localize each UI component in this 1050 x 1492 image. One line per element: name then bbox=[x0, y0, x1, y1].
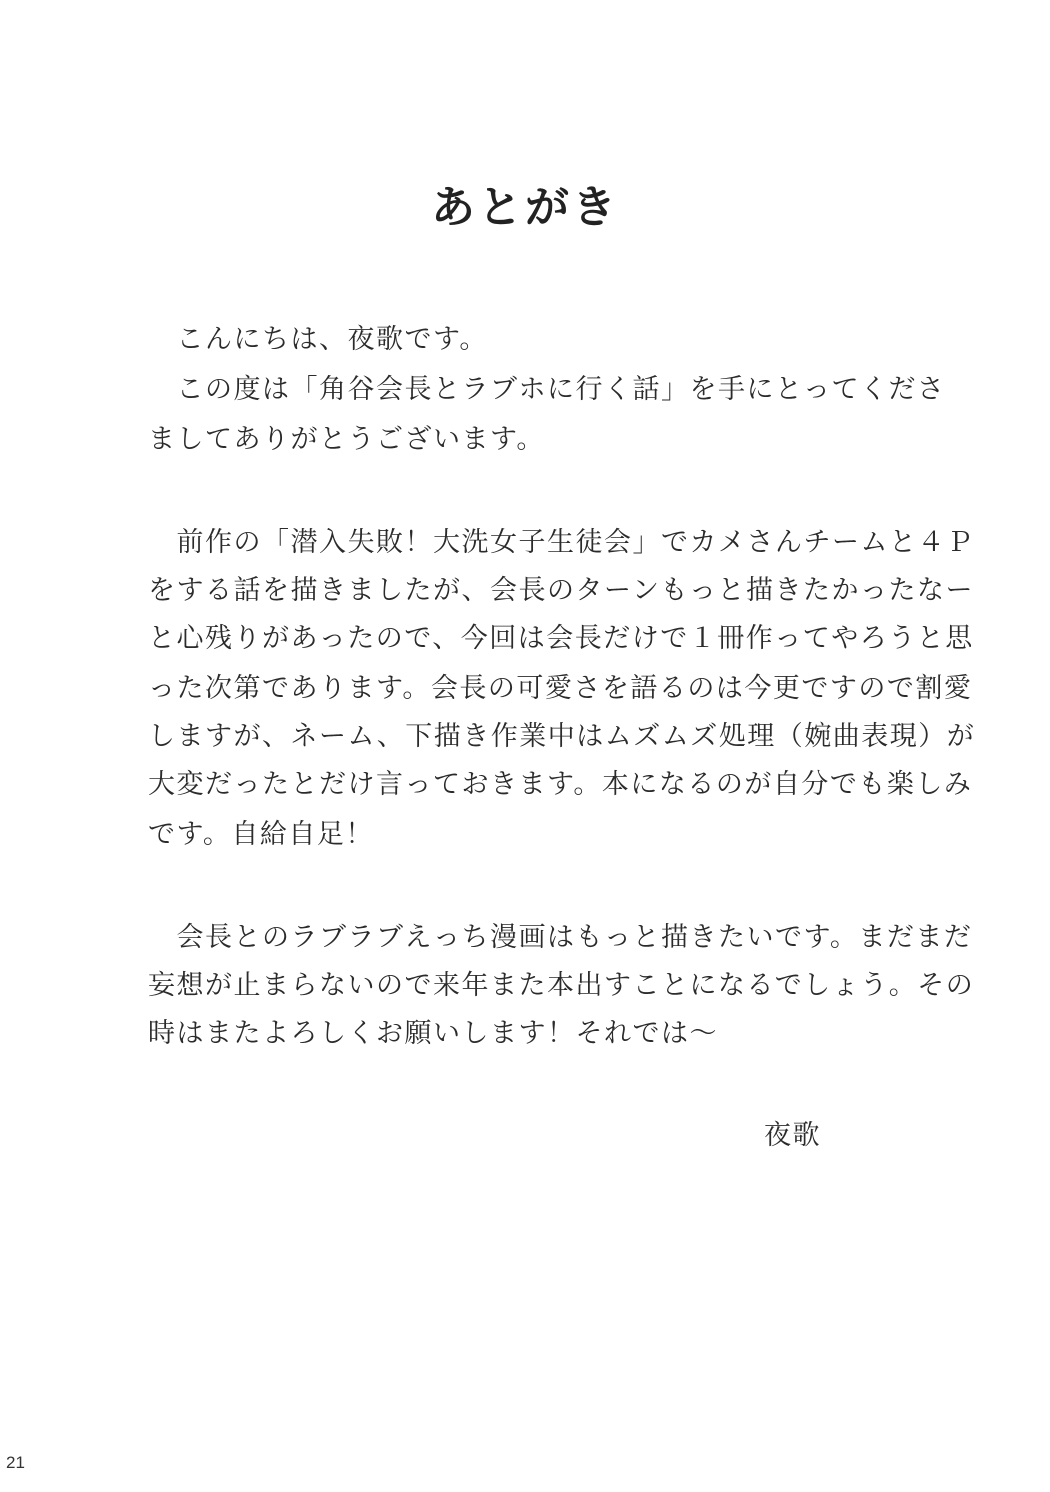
paragraph-2-line-5: しますが、ネーム、下描き作業中はムズムズ処理（婉曲表現）が bbox=[148, 721, 976, 752]
page-title: あとがき bbox=[431, 182, 619, 233]
paragraph-3-line-1: 会長とのラブラブえっち漫画はもっと描きたいです。まだまだ bbox=[148, 922, 973, 953]
paragraph-1-line-3: ましてありがとうございます。 bbox=[148, 424, 545, 455]
paragraph-2-line-7: です。自給自足！ bbox=[148, 819, 374, 850]
paragraph-2-line-1: 前作の「潜入失敗！大洗女子生徒会」でカメさんチームと４Ｐ bbox=[148, 527, 975, 558]
author-signature: 夜歌 bbox=[764, 1120, 821, 1151]
paragraph-3-line-3: 時はまたよろしくお願いします！それでは～ bbox=[148, 1018, 718, 1049]
paragraph-2-line-6: 大変だったとだけ言っておきます。本になるのが自分でも楽しみ bbox=[148, 769, 973, 800]
page-number: 21 bbox=[6, 1453, 25, 1472]
paragraph-1-line-2: この度は「角谷会長とラブホに行く話」を手にとってくださ bbox=[148, 374, 946, 405]
paragraph-2-line-2: をする話を描きましたが、会長のターンもっと描きたかったなー bbox=[148, 575, 974, 606]
paragraph-3-line-2: 妄想が止まらないので来年また本出すことになるでしょう。その bbox=[148, 970, 975, 1001]
paragraph-2-line-4: った次第であります。会長の可愛さを語るのは今更ですので割愛 bbox=[148, 673, 973, 704]
paragraph-2-line-3: と心残りがあったので、今回は会長だけで１冊作ってやろうと思 bbox=[148, 623, 974, 654]
paragraph-1-line-1: こんにちは、夜歌です。 bbox=[148, 324, 488, 355]
